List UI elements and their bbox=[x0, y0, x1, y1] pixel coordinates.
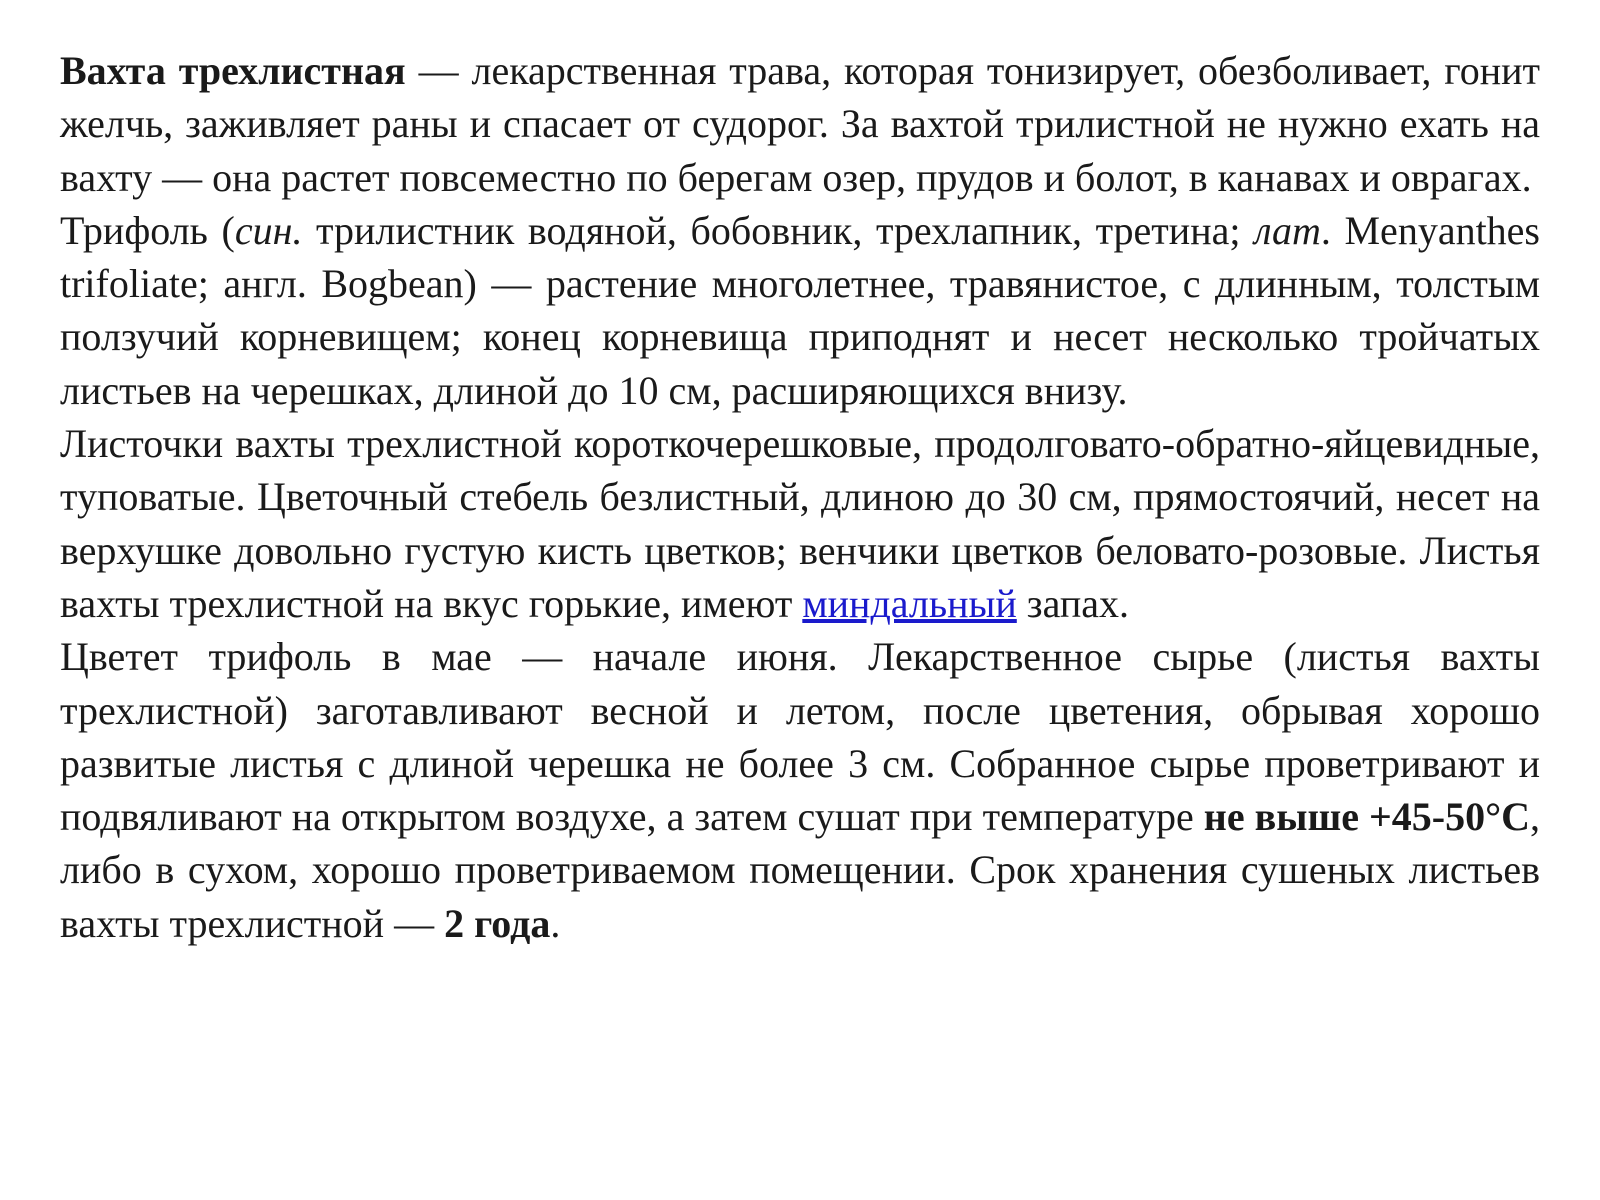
abbr-syn: син. bbox=[234, 207, 303, 253]
text-run: . bbox=[550, 900, 561, 946]
abbr-lat: лат bbox=[1254, 207, 1321, 253]
text-run: , либо в сухом, хорошо проветриваемом помещении. Срок хранения сушеных листьев вахты трехлистной — bbox=[60, 794, 1540, 946]
article-body bbox=[60, 44, 1540, 950]
paragraph-description bbox=[60, 417, 1540, 630]
temperature-note: не выше +45-50°С bbox=[1203, 794, 1530, 840]
almond-link[interactable]: миндальный bbox=[802, 580, 1017, 626]
paragraph-harvesting bbox=[60, 630, 1540, 950]
text-run: Трифоль ( bbox=[60, 207, 235, 253]
text-run: . Menyanthes trifoliate; англ. Bogbean) — растение многолетнее, травянистое, с длинным, толстым ползучий корневищем; конец корневища приподнят и несет несколько тройчатых листьев на черешках, длиной до 10 см, расширяющихся внизу. bbox=[60, 207, 1540, 413]
text-run: запах. bbox=[1016, 580, 1129, 626]
text-run: Листочки вахты трехлистной короткочерешковые, продолговато-обратно-яйцевидные, туповатые. Цветочный стебель безлистный, длиною до 30 см, прямостоячий, несет на верхушке довольно густую кисть цветков; венчики цветков беловато-розовые. Листья вахты трехлистной на вкус горькие, имеют bbox=[60, 421, 1540, 626]
term-vakhta: Вахта трехлистная bbox=[60, 48, 406, 93]
text-run: Цветет трифоль в мае — начале июня. Лекарственное сырье (листья вахты трехлистной) заготавливают весной и летом, после цветения, обрывая хорошо развитые листья с длиной черешка не более 3 см. Собранное сырье проветривают и подвяливают на открытом воздухе, а затем сушат при температуре bbox=[60, 634, 1540, 840]
storage-term: 2 года bbox=[444, 900, 551, 946]
text-run: — лекарственная трава, которая тонизирует, обезболивает, гонит желчь, заживляет раны и спасает от судорог. За вахтой трилистной не нужно ехать на вахту — она растет повсеместно по берегам озер, прудов и болот, в канавах и оврагах. bbox=[60, 48, 1541, 200]
text-run: трилистник водяной, бобовник, трехлапник, третина; bbox=[302, 207, 1255, 253]
paragraph-intro bbox=[60, 44, 1540, 204]
paragraph-synonyms bbox=[60, 204, 1540, 417]
